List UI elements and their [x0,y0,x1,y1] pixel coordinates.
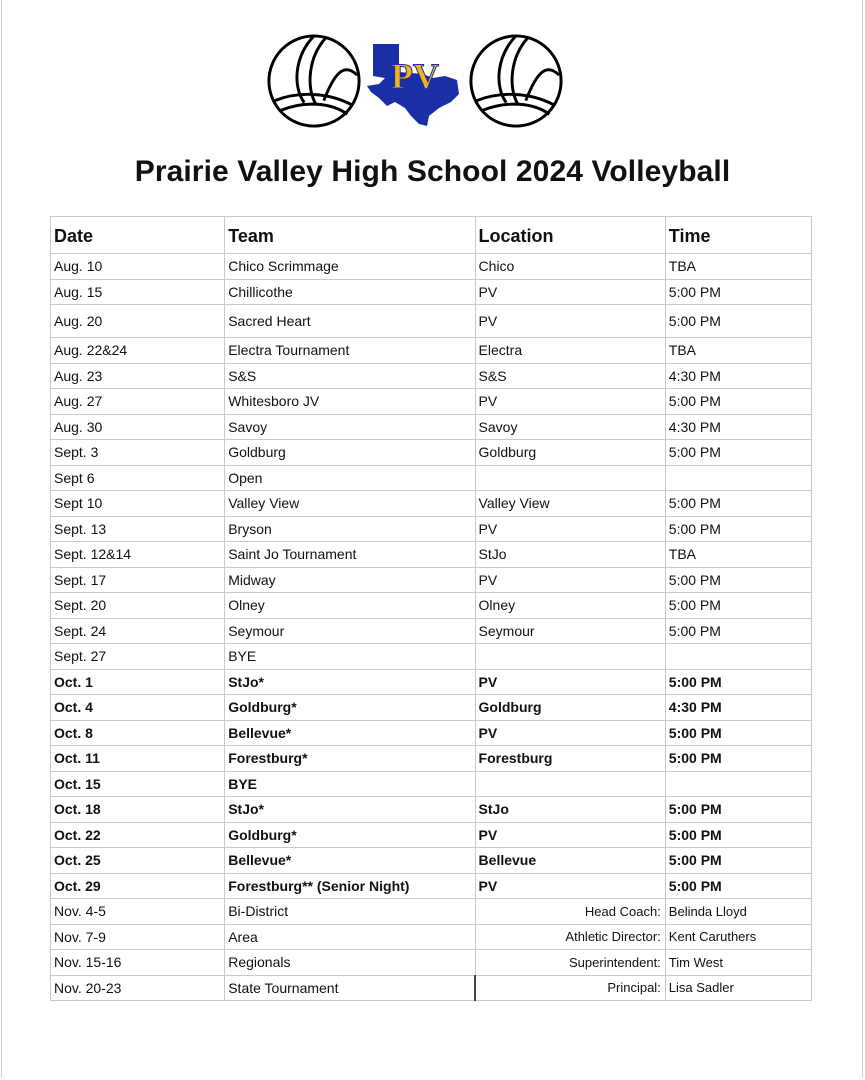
cell-team: S&S [225,363,475,389]
cell-location: PV [475,873,665,899]
cell-time: 5:00 PM [665,848,811,874]
table-row [51,695,812,721]
cell-date: Nov. 15-16 [51,950,225,976]
cell-time: 5:00 PM [665,873,811,899]
table-row [51,254,812,280]
table-row [51,542,812,568]
table-row [51,305,812,338]
cell-team: StJo* [225,669,475,695]
table-row [51,618,812,644]
table-row [51,873,812,899]
cell-team: Savoy [225,414,475,440]
cell-location: PV [475,822,665,848]
column-header-team: Team [225,217,475,254]
cell-location: Goldburg [475,440,665,466]
cell-time: TBA [665,542,811,568]
logo-row [0,32,865,132]
cell-team: Forestburg* [225,746,475,772]
logo-text: PV [391,56,439,96]
table-row [51,746,812,772]
cell-time: 5:00 PM [665,746,811,772]
staff-name: Belinda Lloyd [665,899,811,925]
cell-location [475,644,665,670]
cell-date: Oct. 1 [51,669,225,695]
cell-time: 5:00 PM [665,593,811,619]
column-header-date: Date [51,217,225,254]
cell-date: Sept. 13 [51,516,225,542]
column-header-location: Location [475,217,665,254]
page-title: Prairie Valley High School 2024 Volleyball [134,155,731,188]
cell-time: 5:00 PM [665,516,811,542]
column-header-time: Time [665,217,811,254]
cell-time: 5:00 PM [665,669,811,695]
cell-location: Forestburg [475,746,665,772]
table-row [51,848,812,874]
cell-location: Chico [475,254,665,280]
table-row [51,465,812,491]
table-row [51,720,812,746]
cell-time: 5:00 PM [665,440,811,466]
cell-team: Bellevue* [225,720,475,746]
cell-date: Nov. 4-5 [51,899,225,925]
cell-location: Bellevue [475,848,665,874]
cell-location: PV [475,279,665,305]
table-row [51,338,812,364]
cell-date: Sept. 17 [51,567,225,593]
cell-team: Bryson [225,516,475,542]
table-header-row [51,217,812,254]
table-row [51,797,812,823]
cell-location: Goldburg [475,695,665,721]
cell-date: Aug. 15 [51,279,225,305]
staff-name: Tim West [665,950,811,976]
postseason-row [51,924,812,950]
cell-date: Oct. 8 [51,720,225,746]
table-row [51,363,812,389]
cell-location: Olney [475,593,665,619]
cell-date: Aug. 10 [51,254,225,280]
cell-time: 5:00 PM [665,279,811,305]
cell-time: 5:00 PM [665,491,811,517]
cell-team: Open [225,465,475,491]
cell-team: State Tournament [225,975,475,1001]
cell-location [475,771,665,797]
postseason-row [51,975,812,1001]
cell-team: Whitesboro JV [225,389,475,415]
cell-location: StJo [475,542,665,568]
cell-team: Chico Scrimmage [225,254,475,280]
cell-date: Aug. 27 [51,389,225,415]
cell-location: Electra [475,338,665,364]
cell-team: Goldburg [225,440,475,466]
cell-date: Sept. 24 [51,618,225,644]
cell-location: Savoy [475,414,665,440]
cell-time: 4:30 PM [665,363,811,389]
table-row [51,491,812,517]
cell-location: Valley View [475,491,665,517]
cell-team: Midway [225,567,475,593]
cell-date: Oct. 18 [51,797,225,823]
staff-label: Head Coach: [475,899,665,925]
cell-team: Forestburg** (Senior Night) [225,873,475,899]
cell-date: Oct. 11 [51,746,225,772]
postseason-row [51,950,812,976]
cell-location: Seymour [475,618,665,644]
cell-team: BYE [225,644,475,670]
cell-team: Saint Jo Tournament [225,542,475,568]
cell-date: Sept. 12&14 [51,542,225,568]
cell-date: Sept. 27 [51,644,225,670]
table-row [51,593,812,619]
cell-date: Aug. 23 [51,363,225,389]
table-row [51,389,812,415]
table-row [51,440,812,466]
cell-time [665,644,811,670]
postseason-row [51,899,812,925]
cell-location: PV [475,567,665,593]
staff-label: Principal: [475,975,665,1001]
table-row [51,669,812,695]
cell-time: 5:00 PM [665,618,811,644]
cell-team: Electra Tournament [225,338,475,364]
table-row [51,822,812,848]
cell-time: 5:00 PM [665,389,811,415]
table-row [51,771,812,797]
cell-team: Regionals [225,950,475,976]
cell-team: Sacred Heart [225,305,475,338]
cell-team: StJo* [225,797,475,823]
cell-team: Chillicothe [225,279,475,305]
volleyball-icon [467,32,565,130]
cell-date: Sept. 3 [51,440,225,466]
cell-time [665,465,811,491]
cell-date: Aug. 30 [51,414,225,440]
cell-location: PV [475,516,665,542]
cell-date: Aug. 20 [51,305,225,338]
cell-time: 5:00 PM [665,720,811,746]
schedule-table [50,216,812,1001]
cell-time: 5:00 PM [665,305,811,338]
cell-location: PV [475,389,665,415]
cell-time: 4:30 PM [665,695,811,721]
cell-team: Bellevue* [225,848,475,874]
cell-location: StJo [475,797,665,823]
staff-label: Superintendent: [475,950,665,976]
cell-date: Sept. 20 [51,593,225,619]
cell-time: 4:30 PM [665,414,811,440]
cell-date: Oct. 25 [51,848,225,874]
cell-date: Nov. 7-9 [51,924,225,950]
cell-team: Olney [225,593,475,619]
cell-team: Area [225,924,475,950]
cell-date: Sept 6 [51,465,225,491]
table-row [51,644,812,670]
cell-time: TBA [665,338,811,364]
cell-team: BYE [225,771,475,797]
staff-name: Kent Caruthers [665,924,811,950]
table-row [51,567,812,593]
texas-pv-logo [365,36,465,128]
cell-location: PV [475,720,665,746]
cell-location: PV [475,305,665,338]
cell-date: Oct. 15 [51,771,225,797]
cell-time: 5:00 PM [665,797,811,823]
staff-label: Athletic Director: [475,924,665,950]
cell-team: Valley View [225,491,475,517]
cell-date: Nov. 20-23 [51,975,225,1001]
cell-time: TBA [665,254,811,280]
cell-location [475,465,665,491]
table-row [51,516,812,542]
table-row [51,279,812,305]
cell-team: Bi-District [225,899,475,925]
table-row [51,414,812,440]
volleyball-icon [265,32,363,130]
cell-date: Sept 10 [51,491,225,517]
cell-date: Aug. 22&24 [51,338,225,364]
cell-time: 5:00 PM [665,822,811,848]
staff-name: Lisa Sadler [665,975,811,1001]
cell-date: Oct. 4 [51,695,225,721]
cell-team: Seymour [225,618,475,644]
cell-location: S&S [475,363,665,389]
cell-team: Goldburg* [225,822,475,848]
cell-location: PV [475,669,665,695]
schedule-body [51,254,812,1001]
cell-date: Oct. 22 [51,822,225,848]
cell-team: Goldburg* [225,695,475,721]
cell-date: Oct. 29 [51,873,225,899]
cell-time [665,771,811,797]
cell-time: 5:00 PM [665,567,811,593]
